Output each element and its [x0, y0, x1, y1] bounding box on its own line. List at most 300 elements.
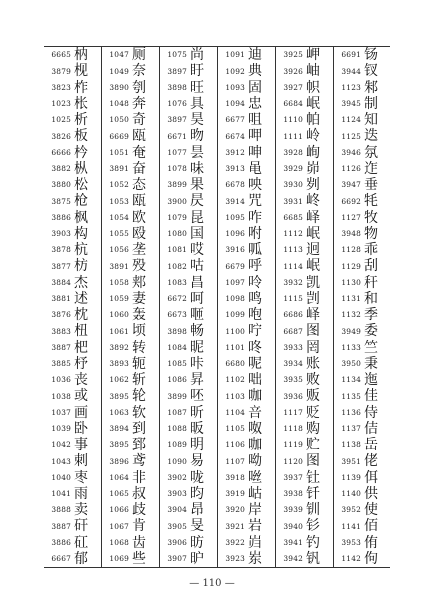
entry-character: 郏 [132, 274, 146, 291]
entry-character: 顷 [132, 323, 146, 340]
entry-code: 1112 [283, 229, 303, 239]
entry-character: 旻 [190, 518, 204, 535]
entry-character: 迤 [364, 372, 378, 389]
entry-character: 枕 [74, 307, 88, 324]
entry-character: 邾 [364, 79, 378, 96]
entry-code: 3898 [167, 82, 187, 92]
entry-character: 侍 [364, 404, 378, 421]
entry-code: 1103 [225, 391, 245, 401]
entry-character: 垄 [132, 242, 146, 259]
entry-character: 析 [74, 112, 88, 129]
entry-code: 3940 [283, 521, 303, 531]
entry-character: 叔 [132, 485, 146, 502]
entry-character: 咖 [248, 388, 262, 405]
entry-character: 刺 [74, 453, 88, 470]
entry-code: 1092 [225, 66, 245, 76]
entry-character: 峄 [306, 307, 320, 324]
entry-character: 账 [306, 355, 320, 372]
entry-character: 牧 [364, 209, 378, 226]
entry-character: 昕 [190, 404, 204, 421]
entry-character: 卖 [74, 502, 88, 519]
entry-character: 呶 [248, 420, 262, 437]
bottom-rule [44, 567, 390, 568]
entry-character: 秉 [364, 355, 378, 372]
entry-character: 肯 [132, 518, 146, 535]
entry-character: 刳 [132, 79, 146, 96]
entry-code: 3886 [51, 537, 71, 547]
entry-character: 咕 [190, 258, 204, 275]
entry-character: 剀 [306, 290, 320, 307]
entry-code: 1094 [225, 99, 245, 109]
entry-character: 呤 [248, 274, 262, 291]
entry-code: 1133 [341, 342, 361, 352]
entry-character: 呷 [248, 128, 262, 145]
entry-code: 1077 [167, 147, 187, 157]
entry-code: 1068 [109, 537, 129, 547]
entry-code: 3930 [283, 180, 303, 190]
entry-character: 畅 [190, 323, 204, 340]
entry-code: 1110 [283, 115, 303, 125]
entry-code: 3885 [51, 359, 71, 369]
entry-code: 3881 [51, 294, 71, 304]
entry-code: 1093 [225, 82, 245, 92]
entry-code: 1107 [225, 456, 245, 466]
entry-character: 咂 [190, 307, 204, 324]
entry-code: 1128 [341, 245, 361, 255]
entry-character: 昉 [190, 534, 204, 551]
entry-code: 3944 [341, 66, 361, 76]
entry-character: 佬 [364, 453, 378, 470]
entry-code: 3900 [167, 196, 187, 206]
entry-character: 制 [364, 95, 378, 112]
entry-code: 1069 [109, 554, 129, 564]
entry-character: 牦 [364, 193, 378, 210]
entry-code: 6679 [225, 261, 245, 271]
entry-code: 1075 [167, 50, 187, 60]
entry-character: 岿 [248, 534, 262, 551]
entry-code: 3923 [225, 554, 245, 564]
column-1 [44, 47, 100, 567]
entry-character: 枣 [74, 469, 88, 486]
entry-code: 6672 [167, 294, 187, 304]
entry-code: 3884 [51, 277, 71, 287]
entry-code: 1141 [341, 521, 361, 531]
entry-character: 咔 [190, 355, 204, 372]
character-index-table [44, 46, 390, 568]
entry-code: 1050 [109, 115, 129, 125]
entry-code: 1047 [109, 50, 129, 60]
entry-character: 岷 [306, 225, 320, 242]
entry-code: 1049 [109, 66, 129, 76]
entry-character: 枞 [74, 160, 88, 177]
entry-character: 述 [74, 290, 88, 307]
entry-character: 软 [132, 404, 146, 421]
entry-character: 事 [74, 437, 88, 454]
entry-code: 6669 [109, 131, 129, 141]
entry-character: 杰 [74, 274, 88, 291]
entry-character: 钒 [306, 550, 320, 567]
entry-code: 1083 [167, 277, 187, 287]
entry-code: 1113 [283, 245, 303, 255]
entry-character: 瓯 [132, 128, 146, 145]
entry-character: 咛 [248, 323, 262, 340]
entry-code: 6665 [51, 50, 71, 60]
entry-code: 3928 [283, 147, 303, 157]
entry-code: 3892 [109, 342, 129, 352]
entry-code: 1041 [51, 489, 71, 499]
entry-code: 3920 [225, 505, 245, 515]
entry-character: 刿 [306, 177, 320, 194]
entry-character: 委 [364, 323, 378, 340]
entry-code: 3948 [341, 229, 361, 239]
entry-code: 3877 [51, 261, 71, 271]
entry-character: 鸢 [132, 453, 146, 470]
entry-code: 3876 [51, 310, 71, 320]
entry-character: 咅 [248, 404, 262, 421]
entry-code: 1098 [225, 294, 245, 304]
entry-character: 岭 [306, 128, 320, 145]
entry-character: 岷 [306, 258, 320, 275]
entry-code: 3878 [51, 245, 71, 255]
entry-code: 3932 [283, 277, 303, 287]
entry-character: 佝 [364, 550, 378, 567]
entry-character: 供 [364, 485, 378, 502]
entry-character: 昒 [190, 128, 204, 145]
entry-character: 咀 [248, 112, 262, 129]
entry-character: 帕 [306, 112, 320, 129]
entry-character: 岵 [248, 485, 262, 502]
entry-code: 1089 [167, 440, 187, 450]
entry-character: 果 [190, 177, 204, 194]
entry-character: 奈 [132, 63, 146, 80]
entry-character: 态 [132, 177, 146, 194]
entry-character: 呢 [248, 355, 262, 372]
entry-character: 奋 [132, 160, 146, 177]
entry-character: 佶 [364, 420, 378, 437]
entry-code: 1080 [167, 229, 187, 239]
entry-code: 1038 [51, 391, 71, 401]
entry-character: 郅 [132, 437, 146, 454]
entry-code: 1082 [167, 261, 187, 271]
entry-code: 1048 [109, 99, 129, 109]
entry-character: 到 [132, 420, 146, 437]
entry-code: 6674 [225, 131, 245, 141]
entry-code: 3891 [109, 261, 129, 271]
entry-character: 鸣 [248, 290, 262, 307]
entry-code: 3947 [341, 180, 361, 190]
entry-code: 1064 [109, 472, 129, 482]
entry-character: 钏 [306, 502, 320, 519]
entry-code: 3899 [167, 180, 187, 190]
entry-code: 1127 [341, 212, 361, 222]
entry-code: 3926 [283, 66, 303, 76]
entry-character: 咉 [248, 177, 262, 194]
entry-character: 峄 [306, 209, 320, 226]
entry-character: 齿 [132, 534, 146, 551]
entry-code: 3921 [225, 521, 245, 531]
entry-character: 轭 [132, 355, 146, 372]
entry-character: 钎 [306, 485, 320, 502]
entry-character: 画 [74, 404, 88, 421]
entry-code: 3894 [109, 424, 129, 434]
entry-code: 6677 [225, 115, 245, 125]
entry-code: 1036 [51, 375, 71, 385]
entry-code: 1063 [109, 407, 129, 417]
entry-character: 昇 [190, 372, 204, 389]
entry-code: 1096 [225, 229, 245, 239]
column-3 [160, 47, 216, 567]
entry-code: 1140 [341, 489, 361, 499]
entry-code: 3941 [283, 537, 303, 547]
entry-code: 1066 [109, 505, 129, 515]
entry-code: 3887 [51, 521, 71, 531]
entry-character: 咚 [248, 339, 262, 356]
entry-code: 3935 [283, 375, 303, 385]
entry-character: 迮 [364, 160, 378, 177]
entry-code: 3890 [109, 82, 129, 92]
entry-code: 3929 [283, 164, 303, 174]
entry-code: 3880 [51, 180, 71, 190]
entry-code: 3913 [225, 164, 245, 174]
entry-character: 贮 [306, 437, 320, 454]
entry-character: 岫 [306, 63, 320, 80]
entry-code: 6684 [283, 99, 303, 109]
entry-character: 丧 [74, 372, 88, 389]
entry-code: 1025 [51, 115, 71, 125]
entry-code: 3903 [51, 229, 71, 239]
entry-character: 昌 [190, 274, 204, 291]
entry-code: 3897 [167, 66, 187, 76]
entry-character: 黾 [248, 160, 262, 177]
column-4 [218, 47, 274, 567]
entry-character: 呼 [248, 258, 262, 275]
entry-character: 殴 [132, 225, 146, 242]
entry-character: 典 [248, 63, 262, 80]
entry-code: 3899 [167, 391, 187, 401]
entry-character: 杭 [74, 242, 88, 259]
entry-character: 枘 [74, 47, 88, 64]
entry-code: 6686 [283, 310, 303, 320]
entry-character: 欧 [132, 209, 146, 226]
entry-character: 迥 [306, 242, 320, 259]
entry-code: 3942 [283, 554, 303, 564]
entry-character: 松 [74, 177, 88, 194]
entry-code: 3906 [167, 537, 187, 547]
entry-code: 3933 [283, 342, 303, 352]
entry-code: 3888 [51, 505, 71, 515]
entry-character: 枋 [74, 258, 88, 275]
entry-character: 明 [190, 437, 204, 454]
entry-character: 枧 [74, 63, 88, 80]
entry-character: 钗 [364, 63, 378, 80]
entry-code: 1101 [225, 342, 245, 352]
entry-code: 1060 [109, 310, 129, 320]
entry-code: 1132 [341, 310, 361, 320]
entry-character: 杼 [74, 355, 88, 372]
entry-character: 岳 [364, 437, 378, 454]
entry-code: 1115 [283, 294, 303, 304]
entry-code: 3919 [225, 489, 245, 499]
entry-character: 氛 [364, 144, 378, 161]
entry-code: 6673 [167, 310, 187, 320]
entry-code: 1097 [225, 277, 245, 287]
entry-code: 3896 [109, 456, 129, 466]
entry-code: 1055 [109, 229, 129, 239]
entry-character: 罔 [306, 339, 320, 356]
entry-character: 昄 [190, 420, 204, 437]
entry-code: 3893 [109, 359, 129, 369]
entry-character: 刮 [364, 258, 378, 275]
entry-code: 1138 [341, 440, 361, 450]
entry-code: 3907 [167, 554, 187, 564]
entry-character: 非 [132, 469, 146, 486]
entry-code: 1130 [341, 277, 361, 287]
entry-character: 侑 [364, 534, 378, 551]
entry-character: 咆 [248, 307, 262, 324]
entry-code: 1023 [51, 99, 71, 109]
entry-code: 1076 [167, 99, 187, 109]
entry-code: 1078 [167, 164, 187, 174]
entry-code: 3882 [51, 164, 71, 174]
entry-character: 败 [306, 372, 320, 389]
entry-character: 殁 [132, 258, 146, 275]
entry-code: 1095 [225, 212, 245, 222]
entry-character: 季 [364, 307, 378, 324]
entry-code: 1085 [167, 359, 187, 369]
entry-character: 峁 [306, 160, 320, 177]
entry-code: 1088 [167, 424, 187, 434]
entry-code: 1090 [167, 456, 187, 466]
entry-character: 购 [306, 420, 320, 437]
page-number: — 110 — [189, 578, 235, 589]
entry-character: 岸 [248, 502, 262, 519]
entry-code: 3905 [167, 521, 187, 531]
entry-character: 迭 [364, 128, 378, 145]
entry-code: 1081 [167, 245, 187, 255]
entry-code: 6680 [225, 359, 245, 369]
entry-character: 奔 [132, 95, 146, 112]
entry-code: 3936 [283, 391, 303, 401]
entry-character: 国 [190, 225, 204, 242]
entry-code: 1039 [51, 424, 71, 434]
entry-code: 1125 [341, 131, 361, 141]
entry-code: 3875 [51, 196, 71, 206]
entry-character: 咄 [248, 372, 262, 389]
entry-character: 贬 [306, 404, 320, 421]
entry-code: 6671 [167, 131, 187, 141]
entry-character: 奇 [132, 112, 146, 129]
entry-character: 昙 [190, 144, 204, 161]
entry-code: 1129 [341, 261, 361, 271]
entry-character: 咝 [248, 469, 262, 486]
entry-code: 3898 [167, 326, 187, 336]
entry-character: 枔 [74, 144, 88, 161]
entry-character: 物 [364, 225, 378, 242]
entry-code: 1091 [225, 50, 245, 60]
entry-character: 佰 [364, 518, 378, 535]
entry-character: 咒 [248, 193, 262, 210]
entry-character: 些 [132, 550, 146, 567]
entry-character: 轮 [132, 388, 146, 405]
entry-character: 瓯 [132, 193, 146, 210]
entry-character: 味 [190, 160, 204, 177]
entry-character: 贩 [306, 388, 320, 405]
entry-character: 秆 [364, 274, 378, 291]
entry-code: 1124 [341, 115, 361, 125]
entry-character: 枫 [74, 209, 88, 226]
entry-character: 昀 [190, 485, 204, 502]
entry-character: 杷 [74, 339, 88, 356]
entry-code: 1142 [341, 554, 361, 564]
entry-code: 3949 [341, 326, 361, 336]
entry-code: 1139 [341, 472, 361, 482]
entry-character: 咋 [248, 209, 262, 226]
entry-code: 3823 [51, 82, 71, 92]
entry-character: 岬 [306, 47, 320, 64]
entry-code: 1086 [167, 375, 187, 385]
entry-character: 咖 [248, 437, 262, 454]
entry-code: 3914 [225, 196, 245, 206]
entry-code: 1087 [167, 407, 187, 417]
entry-character: 雨 [74, 485, 88, 502]
entry-code: 3887 [51, 342, 71, 352]
entry-code: 3952 [341, 505, 361, 515]
entry-code: 1111 [283, 131, 303, 141]
entry-character: 旺 [190, 79, 204, 96]
entry-character: 帜 [306, 79, 320, 96]
entry-code: 6685 [283, 212, 303, 222]
entry-code: 1126 [341, 164, 361, 174]
entry-code: 3950 [341, 359, 361, 369]
entry-code: 3912 [225, 147, 245, 157]
entry-character: 呸 [190, 388, 204, 405]
entry-code: 3886 [51, 212, 71, 222]
entry-code: 1102 [225, 375, 245, 385]
entry-code: 1136 [341, 407, 361, 417]
entry-character: 构 [74, 225, 88, 242]
entry-character: 岽 [248, 550, 262, 567]
entry-code: 3922 [225, 537, 245, 547]
entry-code: 1134 [341, 375, 361, 385]
entry-character: 奄 [132, 144, 146, 161]
entry-character: 板 [74, 128, 88, 145]
entry-code: 1123 [341, 82, 361, 92]
entry-code: 1051 [109, 147, 129, 157]
entry-character: 峂 [306, 193, 320, 210]
entry-character: 固 [248, 79, 262, 96]
column-6 [334, 47, 390, 567]
entry-code: 1114 [283, 261, 303, 271]
entry-code: 1056 [109, 245, 129, 255]
entry-code: 1079 [167, 212, 187, 222]
entry-character: 郁 [74, 550, 88, 567]
entry-code: 3918 [225, 472, 245, 482]
entry-code: 1043 [51, 456, 71, 466]
entry-code: 1120 [283, 456, 303, 466]
entry-code: 3931 [283, 196, 303, 206]
entry-code: 6667 [51, 554, 71, 564]
entry-code: 3903 [167, 489, 187, 499]
entry-code: 3883 [51, 326, 71, 336]
entry-character: 转 [132, 339, 146, 356]
entry-character: 岩 [248, 518, 262, 535]
entry-character: 钓 [306, 534, 320, 551]
entry-character: 呻 [248, 144, 262, 161]
entry-code: 3904 [167, 505, 187, 515]
entry-character: 钖 [364, 47, 378, 64]
entry-code: 3879 [51, 66, 71, 76]
entry-code: 1058 [109, 277, 129, 287]
